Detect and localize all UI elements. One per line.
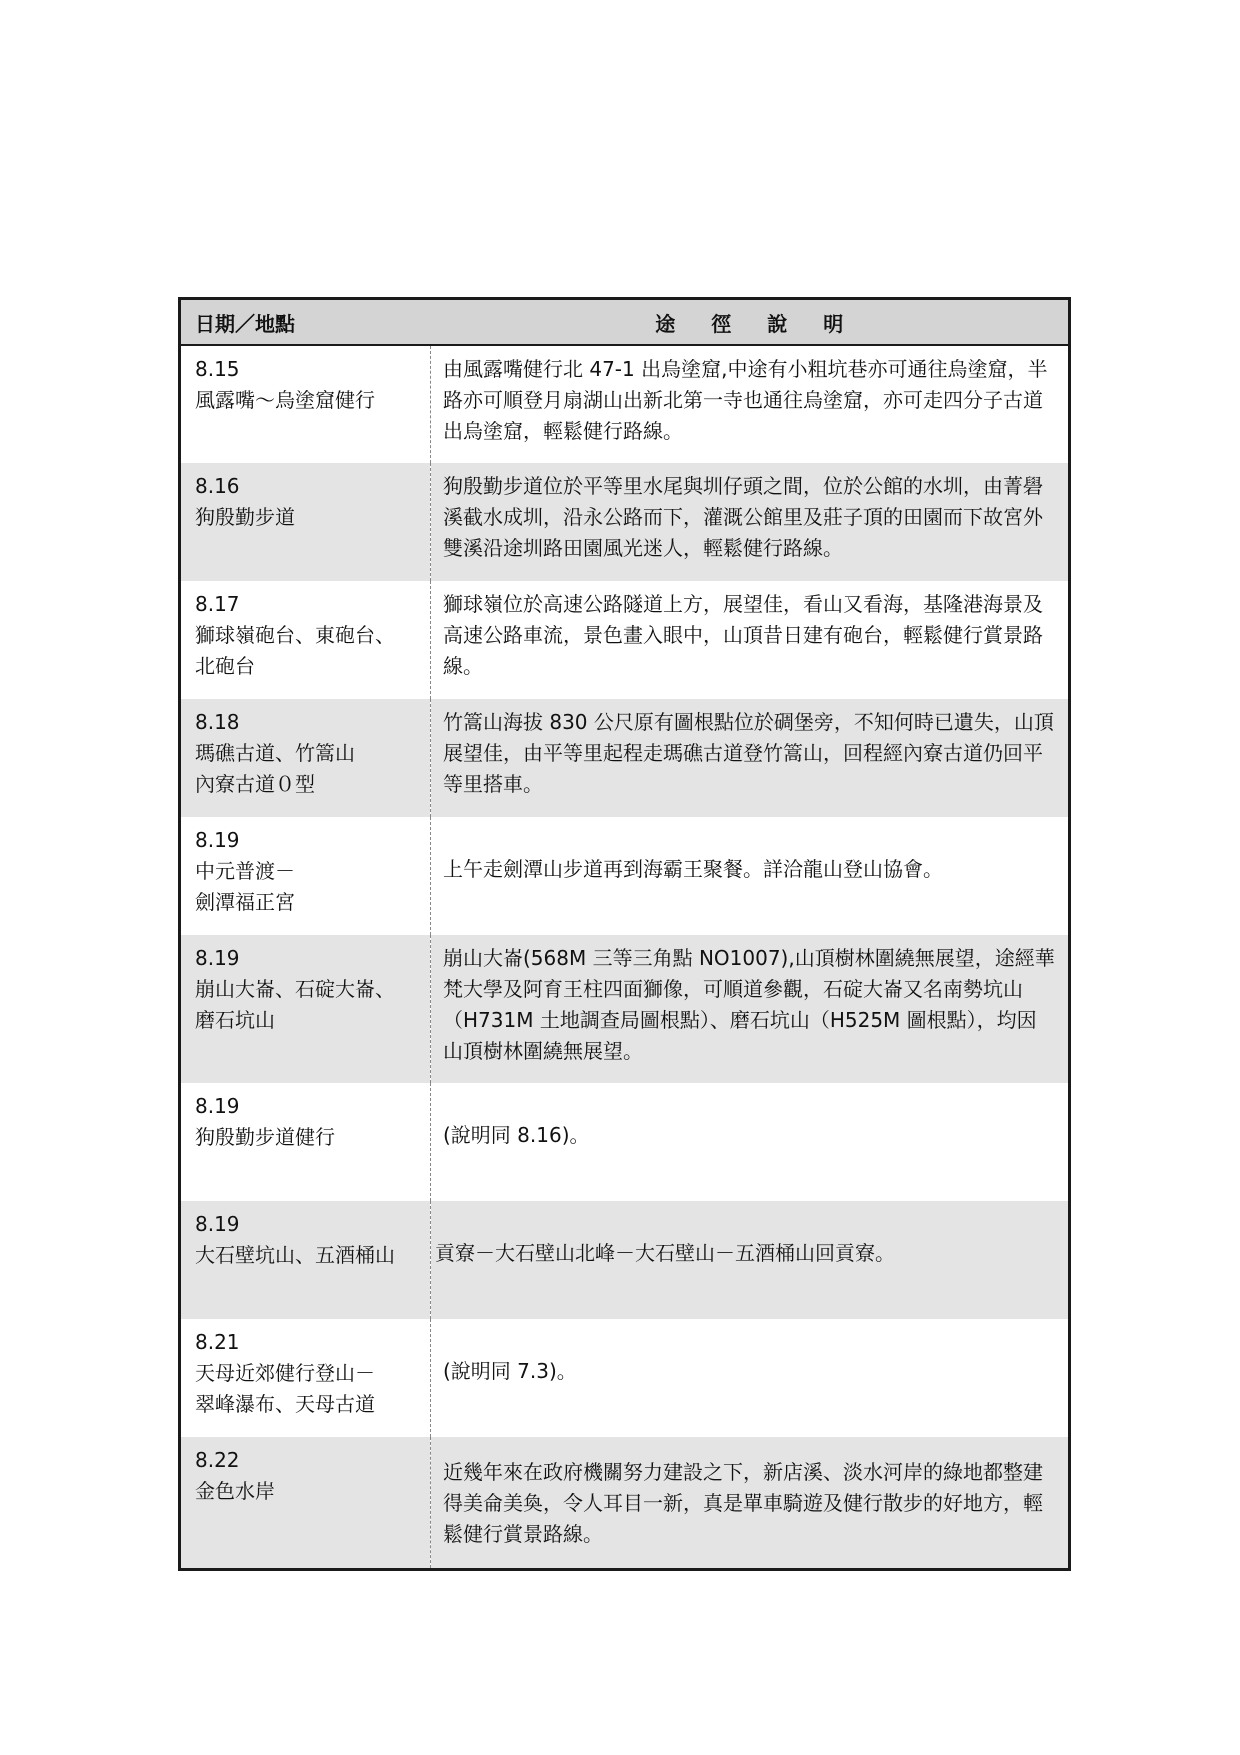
row-place: 瑪礁古道、竹篙山 內寮古道０型 (195, 741, 355, 796)
date-place-cell (180, 817, 431, 935)
row-place: 金色水岸 (195, 1479, 275, 1503)
row-date: 8.19 (195, 1212, 240, 1236)
row-description: 獅球嶺位於高速公路隧道上方，展望佳，看山又看海，基隆港海景及高速公路車流，景色畫入眼中，山頂昔日建有砲台，輕鬆健行賞景路線。 (443, 592, 1043, 678)
header-route-description: 途徑說明 (431, 299, 1070, 346)
row-date: 8.17 (195, 592, 240, 616)
date-place-cell (180, 463, 431, 581)
table-header-row (180, 299, 1070, 346)
row-date: 8.16 (195, 474, 240, 498)
row-description: 近幾年來在政府機關努力建設之下，新店溪、淡水河岸的綠地都整建得美侖美奐，令人耳目一新，真是單車騎遊及健行散步的好地方，輕鬆健行賞景路線。 (431, 1437, 1070, 1569)
row-place: 風露嘴～烏塗窟健行 (195, 388, 375, 412)
row-description: 上午走劍潭山步道再到海霸王聚餐。詳洽龍山登山協會。 (443, 856, 943, 881)
row-date: 8.19 (195, 828, 240, 852)
table-row (180, 817, 1070, 935)
table-row (180, 345, 1070, 463)
row-description: 由風露嘴健行北 47-1 出烏塗窟,中途有小粗坑巷亦可通往烏塗窟，半路亦可順登月扇湖山出新北第一寺也通往烏塗窟，亦可走四分子古道出烏塗窟，輕鬆健行路線。 (443, 357, 1048, 443)
row-description: (說明同 8.16)。 (443, 1122, 590, 1147)
table-row (180, 1201, 1070, 1319)
schedule-table (178, 297, 1071, 1571)
row-description: (說明同 7.3)。 (443, 1358, 577, 1383)
row-place: 狗殷勤步道 (195, 505, 295, 529)
row-date: 8.18 (195, 710, 240, 734)
row-place: 崩山大崙、石碇大崙、 磨石坑山 (195, 977, 395, 1032)
row-date: 8.22 (195, 1448, 240, 1472)
row-date: 8.19 (195, 946, 240, 970)
table-row (180, 699, 1070, 817)
table-row (180, 463, 1070, 581)
table-row (180, 1437, 1070, 1569)
row-place: 狗殷勤步道健行 (195, 1125, 335, 1149)
date-place-cell (180, 699, 431, 817)
table-row (180, 1083, 1070, 1201)
date-place-cell (180, 581, 431, 699)
row-place: 天母近郊健行登山－ 翠峰瀑布、天母古道 (195, 1361, 375, 1416)
date-place-cell (180, 1437, 431, 1569)
table-row (180, 935, 1070, 1083)
date-place-cell (180, 1201, 431, 1319)
row-description: 崩山大崙(568M 三等三角點 NO1007),山頂樹林圍繞無展望，途經華梵大學及阿育王柱四面獅像，可順道參觀，石碇大崙又名南勢坑山（H731M 土地調查局圖根點）、磨石坑山（H525M 圖根點），均因山頂樹林圍繞無展望。 (431, 935, 1070, 1083)
row-place: 大石壁坑山、五酒桶山 (195, 1243, 395, 1267)
row-date: 8.15 (195, 357, 240, 381)
row-description: 狗殷勤步道位於平等里水尾與圳仔頭之間，位於公館的水圳，由菁礐溪截水成圳，沿永公路而下，灌溉公館里及莊子頂的田園而下故宮外雙溪沿途圳路田園風光迷人，輕鬆健行路線。 (431, 463, 1070, 581)
date-place-cell (180, 935, 431, 1083)
table-row (180, 581, 1070, 699)
row-date: 8.21 (195, 1330, 240, 1354)
row-place: 中元普渡－ 劍潭福正宮 (195, 859, 295, 914)
date-place-cell (180, 1083, 431, 1201)
row-date: 8.19 (195, 1094, 240, 1118)
date-place-cell (180, 345, 431, 463)
date-place-cell (180, 1319, 431, 1437)
row-description: 貢寮－大石壁山北峰－大石壁山－五酒桶山回貢寮。 (431, 1201, 1070, 1319)
header-date-place: 日期／地點 (180, 299, 431, 346)
row-description: 竹篙山海拔 830 公尺原有圖根點位於碉堡旁，不知何時已遺失，山頂展望佳，由平等里起程走瑪礁古道登竹篙山，回程經內寮古道仍回平等里搭車。 (431, 699, 1070, 817)
table-row (180, 1319, 1070, 1437)
row-place: 獅球嶺砲台、東砲台、 北砲台 (195, 623, 395, 678)
